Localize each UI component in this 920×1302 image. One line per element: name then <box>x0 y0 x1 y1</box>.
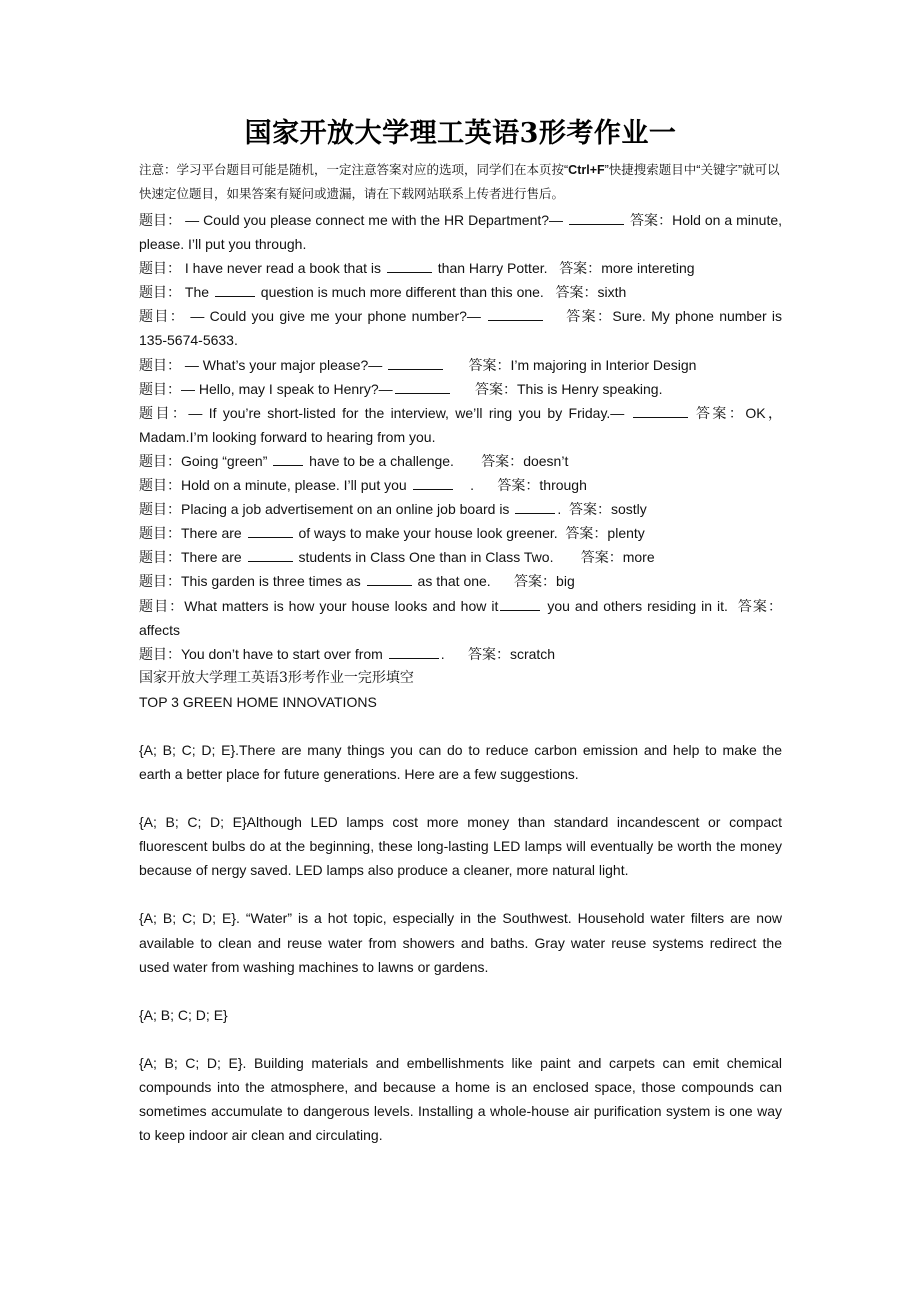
answer-label: 答案： <box>559 260 602 277</box>
question-text: Placing a job advertisement on an online job board is <box>181 501 510 518</box>
answer-label: 答案： <box>629 212 673 228</box>
answer-label: 答案： <box>467 645 510 662</box>
question-item <box>139 449 782 473</box>
answer-blank <box>388 355 443 370</box>
question-text: What matters is how your house looks and how it <box>184 597 499 614</box>
question-item <box>139 521 782 545</box>
question-label: 题目： <box>139 404 189 421</box>
answer-label: 答案： <box>695 404 746 421</box>
question-text-after: . <box>557 501 562 518</box>
question-item <box>139 401 782 449</box>
answer-label: 答案： <box>566 308 613 325</box>
cloze-heading: 国家开放大学理工英语3形考作业一完形填空 <box>139 669 414 686</box>
question-item <box>139 473 782 497</box>
answer-label: 答案： <box>514 573 557 590</box>
answer-text: scratch <box>509 645 556 662</box>
question-label: 题目： <box>139 260 181 277</box>
answer-label: 答案： <box>569 501 611 518</box>
question-item <box>139 642 782 666</box>
answer-text: This is Henry speaking. <box>516 380 663 397</box>
question-text: You don’t have to start over from <box>181 645 383 662</box>
answer-blank <box>215 282 255 297</box>
answer-text: sixth <box>597 284 627 301</box>
question-item <box>139 497 782 521</box>
question-item <box>139 280 782 304</box>
cloze-title: TOP 3 GREEN HOME INNOVATIONS <box>139 693 377 710</box>
cloze-paragraph: {A; B; C; D; E}. Building materials and embellishments like paint and carpets can emit chemical compounds into the atmosphere, and because a home is an enclosed space, those compounds can sometimes accumulate to dangerous levels. Installing a whole-house air purification system is one way to keep indoor air clean and circulating. <box>139 1054 782 1144</box>
question-text: The <box>184 284 210 301</box>
question-text: — Hello, may I speak to Henry?— <box>181 380 393 397</box>
question-item <box>139 569 782 593</box>
answer-blank <box>515 499 555 514</box>
answer-text: doesn’t <box>523 452 569 469</box>
answer-blank <box>500 596 540 611</box>
answer-blank <box>248 547 293 562</box>
question-text: There are <box>181 549 242 566</box>
answer-blank <box>389 644 439 659</box>
question-text-after: as that one. <box>417 573 491 590</box>
question-label: 题目： <box>139 212 182 228</box>
answer-text: through <box>539 477 587 494</box>
question-text: — Could you give me your phone number?— <box>190 308 481 325</box>
question-label: 题目： <box>139 452 181 469</box>
answer-text: Sure. My phone number is 135-5674-5633. <box>139 308 783 349</box>
answer-text: more intereting <box>601 260 695 277</box>
question-text: — If you’re short-listed for the interview, we’ll ring you by Friday.— <box>188 404 625 421</box>
answer-text: affects <box>139 621 180 638</box>
question-text-after: . <box>470 477 475 494</box>
answer-label: 答案： <box>497 477 540 494</box>
answer-label: 答案： <box>555 284 598 301</box>
question-item <box>139 594 782 642</box>
answer-label: 答案： <box>580 549 623 566</box>
question-text-after: . <box>440 645 445 662</box>
question-label: 题目： <box>139 308 186 325</box>
answer-text: big <box>556 573 575 590</box>
question-text-after: have to be a challenge. <box>309 452 454 469</box>
answer-blank <box>367 571 412 586</box>
question-label: 题目： <box>139 525 181 542</box>
answer-text: more <box>622 549 655 566</box>
question-text: This garden is three times as <box>181 573 361 590</box>
answer-blank <box>387 258 432 273</box>
answer-label: 答案： <box>565 525 608 542</box>
answer-blank <box>395 379 450 394</box>
question-label: 题目： <box>139 549 181 566</box>
document-title: 国家开放大学理工英语3形考作业一 <box>244 118 677 149</box>
question-label: 题目： <box>139 380 181 397</box>
answer-blank <box>488 306 543 321</box>
question-text-after: than Harry Potter. <box>437 260 548 277</box>
question-text: — Could you please connect me with the HR Department?— <box>185 212 564 228</box>
question-text: I have never read a book that is <box>184 260 382 277</box>
answer-blank <box>248 523 293 538</box>
answer-blank <box>633 403 688 418</box>
answer-blank <box>413 475 453 490</box>
question-label: 题目： <box>139 645 181 662</box>
notice-text <box>139 158 782 206</box>
document-content <box>139 208 782 1147</box>
notice-suffix: ”快捷搜索题目中“关键字”就可以快速定位题目，如果答案有疑问或遗漏，请在下载网站联系上传者进行售后。 <box>139 163 780 201</box>
answer-label: 答案： <box>468 356 511 373</box>
question-item <box>139 256 782 280</box>
cloze-paragraph: {A; B; C; D; E} <box>139 1006 228 1023</box>
question-label: 题目： <box>139 573 181 590</box>
answer-text: OK，Madam.I’m looking forward to hearing from you. <box>139 404 783 445</box>
question-label: 题目： <box>139 356 181 373</box>
notice-shortcut-key: Ctrl+F <box>568 163 605 177</box>
answer-label: 答案： <box>481 452 524 469</box>
question-label: 题目： <box>139 477 181 494</box>
question-item <box>139 353 782 377</box>
question-text: Hold on a minute, please. I’ll put you <box>181 477 407 494</box>
question-item <box>139 304 782 352</box>
answer-text: sostly <box>611 501 647 518</box>
question-item <box>139 208 782 256</box>
question-text: Going “green” <box>181 452 268 469</box>
question-item <box>139 377 782 401</box>
cloze-paragraph: {A; B; C; D; E}.There are many things you can do to reduce carbon emission and help to make the earth a better place for future generations. Here are a few suggestions. <box>139 741 782 783</box>
question-label: 题目： <box>139 597 185 614</box>
answer-label: 答案： <box>737 597 783 614</box>
question-label: 题目： <box>139 284 181 301</box>
question-text-after: question is much more different than this one. <box>260 284 544 301</box>
cloze-paragraph: {A; B; C; D; E}. “Water” is a hot topic, especially in the Southwest. Household water filters are now available to clean and reuse water from showers and baths. Gray water reuse systems redirect the used water from washing machines to lawns or gardens. <box>139 910 782 975</box>
question-text-after: students in Class One than in Class Two. <box>298 549 554 566</box>
question-text: There are <box>181 525 242 542</box>
question-item <box>139 545 782 569</box>
question-text-after: of ways to make your house look greener. <box>298 525 558 542</box>
cloze-paragraph: {A; B; C; D; E}Although LED lamps cost more money than standard incandescent or compact fluorescent bulbs do at the beginning, these long-lasting LED lamps will eventually be worth the money because of nergy saved. LED lamps also produce a cleaner, more natural light. <box>139 814 782 879</box>
answer-blank <box>273 451 303 466</box>
answer-label: 答案： <box>474 380 517 397</box>
question-label: 题目： <box>139 501 181 518</box>
question-text-after: you and others residing in it. <box>547 597 728 614</box>
answer-text: plenty <box>607 525 645 542</box>
answer-blank <box>569 210 624 225</box>
question-text: — What’s your major please?— <box>184 356 383 373</box>
notice-prefix: 注意：学习平台题目可能是随机，一定注意答案对应的选项，同学们在本页按“ <box>139 163 569 177</box>
answer-text: I’m majoring in Interior Design <box>510 356 697 373</box>
answer-text: Hold on a minute, please. I’ll put you through. <box>139 212 783 253</box>
